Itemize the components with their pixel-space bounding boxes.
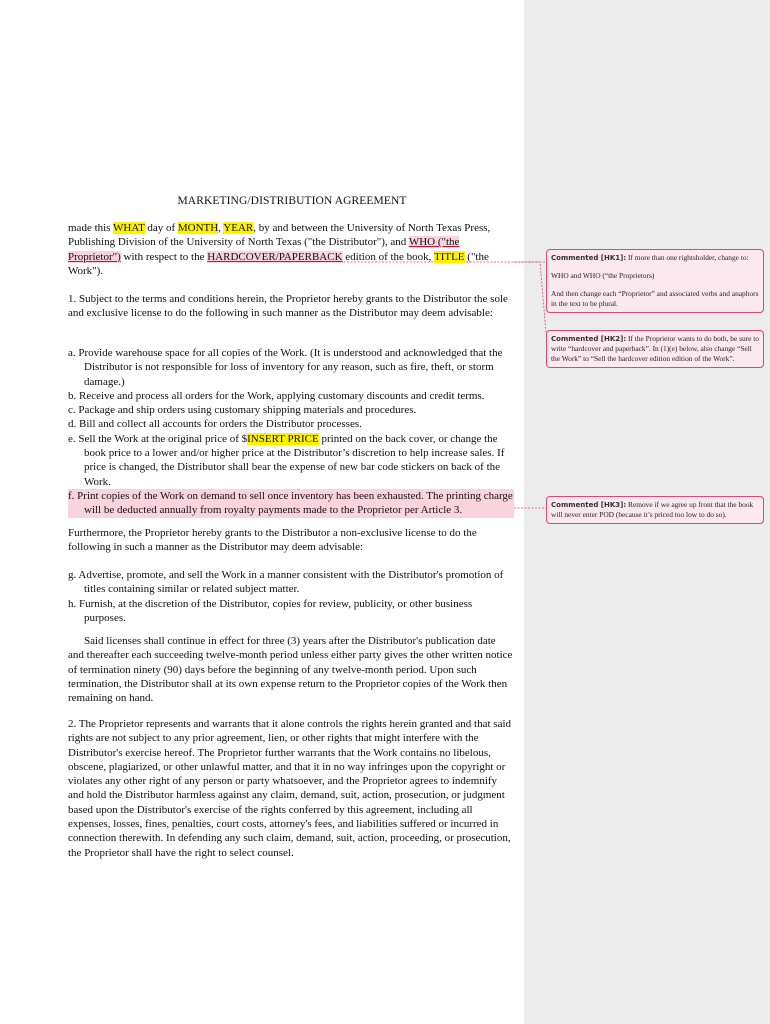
comment-hk1-text-1: If more than one rightsholder, change to:	[628, 253, 749, 262]
year-placeholder[interactable]: YEAR	[223, 222, 254, 234]
preamble-text-4: , by and between the University of North Texas Press, Publishing Division of the University of North Texas ("the Distributor"), and	[68, 222, 491, 249]
comment-hk3-text: Remove if we agree up front that the book will never enter POD (because it’s priced too low to do so).	[551, 500, 754, 519]
edition-placeholder[interactable]: HARDCOVER/PAPERBACK	[207, 250, 343, 263]
section-2-text: 2. The Proprietor represents and warrants that it alone controls the rights herein granted and that said rights are not subject to any prior agreement, lien, or other rights that might interfere with the Distributor's exercise hereof. The Proprietor further warrants that the Work contains no libelous, obscene, plagiarized, or other unlawful matter, and that it in no way infringes upon the copyright or violates any other right of any person or party whatsoever, and the Proprietor agrees to indemnify and hold the Distributor harmless against any claim, demand, suit, action, prosecution, or judgment based upon the Distributor's exercise of the rights conferred by this agreement, including all expenses, losses, fines, penalties, court costs, attorney's fees, and liabilities suffered or incurred in connection therewith. In defending any such claim, demand, suit, action, proceeding, or prosecution, the Proprietor shall have the right to select counsel.	[68, 718, 512, 859]
preamble-text-7: ("the Work").	[68, 250, 489, 277]
preamble-text-6: edition of the book,	[342, 250, 434, 263]
comment-hk1-author: Commented [HK1]:	[551, 254, 627, 262]
nonexclusive-license-list	[68, 568, 514, 625]
nonexclusive-intro	[68, 526, 514, 555]
list-item-e	[68, 432, 514, 489]
what-placeholder[interactable]: WHAT	[113, 222, 145, 234]
comment-hk3[interactable]	[546, 496, 764, 524]
list-item-d: d. Bill and collect all accounts for orders the Distributor processes.	[68, 418, 362, 431]
document-title: MARKETING/DISTRIBUTION AGREEMENT	[177, 195, 407, 207]
preamble-text-3: ,	[218, 222, 224, 234]
nonexclusive-text: Furthermore, the Proprietor hereby grants to the Distributor a non-exclusive license to do the following in such a manner as the Distributor may deem advisable:	[68, 527, 477, 554]
comment-hk2-text: If the Proprietor wants to do both, be sure to write “hardcover and paperback”. In (1)(e) below, also change “Sell the Work” to “Sell the hardcover edition edition of the Work”.	[551, 334, 759, 363]
list-item-f: f. Print copies of the Work on demand to sell once inventory has been exhausted. The printing charge will be deducted annually from royalty payments made to the Proprietor per Article 3.	[68, 489, 513, 517]
term-paragraph	[68, 634, 514, 705]
exclusive-license-list	[68, 346, 514, 518]
comment-hk1-text-2: WHO and WHO (“the Proprietors)	[551, 271, 655, 280]
comment-hk3-author: Commented [HK3]:	[551, 501, 627, 509]
list-item-c: c. Package and ship orders using customary shipping materials and procedures.	[68, 404, 417, 417]
month-placeholder[interactable]: MONTH	[177, 222, 219, 234]
comment-hk1[interactable]	[546, 249, 764, 313]
list-item-b: b. Receive and process all orders for the Work, applying customary discounts and credit terms.	[68, 389, 485, 402]
preamble-text-1: made this	[68, 222, 114, 234]
list-item-h: h. Furnish, at the discretion of the Distributor, copies for review, publicity, or other business purposes.	[68, 597, 473, 624]
list-item-e-post: printed on the back cover, or change the book price to a lower and/or higher price at the Distributor’s discretion to help increase sales. If price is changed, the Distributor shall bear the expense of new bar code stickers on back of the Work.	[84, 432, 505, 488]
price-placeholder[interactable]: INSERT PRICE	[247, 432, 319, 445]
term-text: Said licenses shall continue in effect for three (3) years after the Distributor's publication date and thereafter each succeeding twelve-month period unless either party gives the other written notice of termination ninety (90) days before the beginning of any twelve-month period. Upon such termination, the Distributor shall at its own expense return to the Proprietor copies of the Work then remaining on hand.	[68, 635, 513, 705]
list-item-a: a. Provide warehouse space for all copies of the Work. (It is understood and acknowledged that the Distributor is not responsible for loss of inventory for any reason, such as fire, theft, or storm damage.)	[68, 347, 503, 388]
list-item-g: g. Advertise, promote, and sell the Work in a manner consistent with the Distributor's promotion of titles containing similar or related subject matter.	[68, 569, 504, 596]
preamble-text-5: with respect to the	[120, 250, 208, 263]
preamble-paragraph	[68, 221, 514, 278]
comment-hk2[interactable]	[546, 330, 764, 368]
who-placeholder[interactable]: WHO ("the Proprietor")	[68, 236, 460, 263]
preamble-text-2: day of	[144, 222, 178, 234]
section-1-text: 1. Subject to the terms and conditions herein, the Proprietor hereby grants to the Distributor the sole and exclusive license to do the following in such manner as the Distributor may deem advisable:	[68, 293, 508, 320]
comment-hk2-author: Commented [HK2]:	[551, 335, 627, 343]
list-item-e-pre: e. Sell the Work at the original price of $	[68, 432, 248, 445]
comment-hk1-text-3: And then change each “Proprietor” and associated verbs and anaphors in the text to be plural.	[551, 289, 759, 308]
section-1-intro	[68, 292, 514, 321]
section-2-paragraph	[68, 717, 514, 860]
title-placeholder[interactable]: TITLE	[433, 250, 465, 263]
